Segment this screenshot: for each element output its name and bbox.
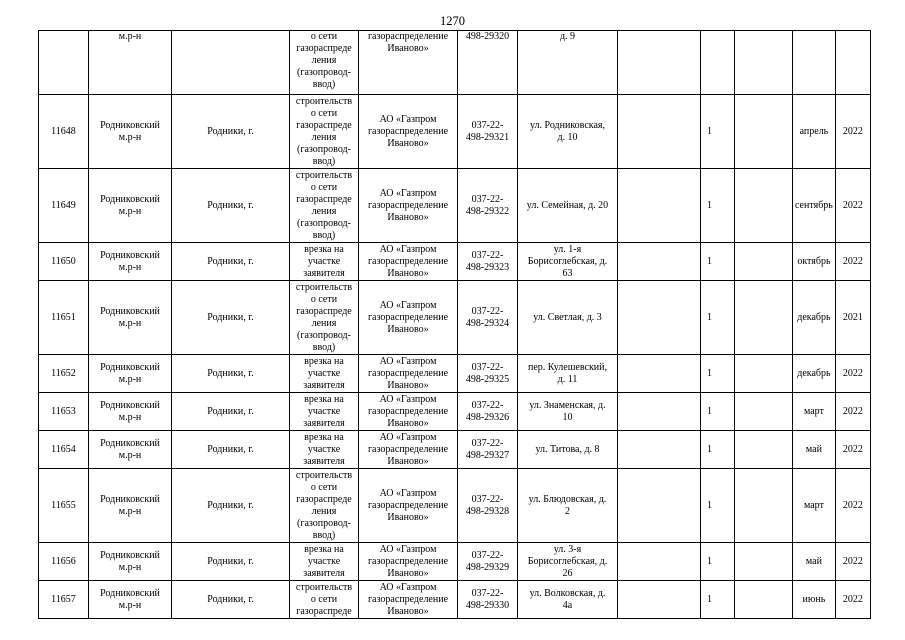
cell-district: Родниковский м.р-н	[89, 243, 172, 281]
cell-city: Родники, г.	[172, 393, 290, 431]
cell-year: 2022	[835, 355, 870, 393]
cell-organization: АО «Газпром газораспределение Иваново»	[359, 469, 458, 543]
cell-organization: АО «Газпром газораспределение Иваново»	[359, 581, 458, 619]
cell-address: ул. Знаменская, д. 10	[518, 393, 618, 431]
cell-empty	[735, 31, 793, 95]
cell-year: 2022	[835, 169, 870, 243]
cell-code: 037-22- 498-29325	[458, 355, 518, 393]
cell-code: 037-22- 498-29328	[458, 469, 518, 543]
cell-organization: АО «Газпром газораспределение Иваново»	[359, 169, 458, 243]
cell-empty	[735, 281, 793, 355]
cell-empty	[618, 431, 701, 469]
table-row	[39, 243, 871, 281]
cell-empty	[618, 169, 701, 243]
table-row	[39, 581, 871, 619]
cell-empty	[618, 543, 701, 581]
cell-code: 037-22- 498-29324	[458, 281, 518, 355]
cell-code: 037-22- 498-29321	[458, 95, 518, 169]
cell-city: Родники, г.	[172, 281, 290, 355]
table-row	[39, 393, 871, 431]
cell-code: 037-22- 498-29329	[458, 543, 518, 581]
cell-city: Родники, г.	[172, 169, 290, 243]
cell-address: пер. Кулешевский, д. 11	[518, 355, 618, 393]
cell-empty	[735, 355, 793, 393]
cell-month: март	[793, 469, 836, 543]
cell-city: Родники, г.	[172, 431, 290, 469]
cell-month: апрель	[793, 95, 836, 169]
cell-work-type: строительств о сети газораспреде	[290, 581, 359, 619]
cell-month: сентябрь	[793, 169, 836, 243]
cell-organization: АО «Газпром газораспределение Иваново»	[359, 393, 458, 431]
cell-work-type: врезка на участке заявителя	[290, 243, 359, 281]
cell-quantity: 1	[701, 543, 735, 581]
cell-organization: АО «Газпром газораспределение Иваново»	[359, 355, 458, 393]
cell-year: 2022	[835, 469, 870, 543]
cell-organization: АО «Газпром газораспределение Иваново»	[359, 281, 458, 355]
cell-empty	[835, 31, 870, 95]
page-number: 1270	[440, 14, 465, 28]
cell-number	[39, 31, 89, 95]
cell-work-type: врезка на участке заявителя	[290, 431, 359, 469]
cell-quantity: 1	[701, 581, 735, 619]
cell-city: Родники, г.	[172, 543, 290, 581]
cell-empty	[618, 581, 701, 619]
cell-year: 2022	[835, 393, 870, 431]
cell-city	[172, 31, 290, 95]
table-row	[39, 95, 871, 169]
cell-number: 11652	[39, 355, 89, 393]
cell-city: Родники, г.	[172, 355, 290, 393]
cell-code: 037-22- 498-29327	[458, 431, 518, 469]
cell-work-type: строительств о сети газораспреде ления (газопровод- ввод)	[290, 281, 359, 355]
cell-year: 2021	[835, 281, 870, 355]
cell-address: ул. 3-я Борисоглебская, д. 26	[518, 543, 618, 581]
cell-work-type: врезка на участке заявителя	[290, 393, 359, 431]
cell-district: Родниковский м.р-н	[89, 581, 172, 619]
cell-organization: АО «Газпром газораспределение Иваново»	[359, 431, 458, 469]
table-row	[39, 169, 871, 243]
cell-empty	[618, 355, 701, 393]
cell-number: 11655	[39, 469, 89, 543]
cell-quantity: 1	[701, 243, 735, 281]
cell-year: 2022	[835, 243, 870, 281]
cell-year: 2022	[835, 581, 870, 619]
table-row	[39, 431, 871, 469]
table-row-partial	[39, 31, 871, 95]
cell-address: д. 9	[518, 31, 618, 95]
cell-empty	[735, 95, 793, 169]
cell-city: Родники, г.	[172, 243, 290, 281]
cell-empty	[735, 431, 793, 469]
cell-empty	[735, 543, 793, 581]
cell-quantity: 1	[701, 281, 735, 355]
cell-work-type: о сети газораспреде ления (газопровод- ввод)	[290, 31, 359, 95]
cell-quantity: 1	[701, 469, 735, 543]
cell-code: 037-22- 498-29330	[458, 581, 518, 619]
cell-district: Родниковский м.р-н	[89, 95, 172, 169]
cell-empty	[618, 393, 701, 431]
cell-district: Родниковский м.р-н	[89, 169, 172, 243]
cell-work-type: врезка на участке заявителя	[290, 543, 359, 581]
table-row	[39, 469, 871, 543]
cell-organization: газораспределение Иваново»	[359, 31, 458, 95]
cell-empty	[701, 31, 735, 95]
cell-number: 11653	[39, 393, 89, 431]
cell-district: м.р-н	[89, 31, 172, 95]
cell-district: Родниковский м.р-н	[89, 355, 172, 393]
cell-organization: АО «Газпром газораспределение Иваново»	[359, 243, 458, 281]
cell-city: Родники, г.	[172, 581, 290, 619]
cell-empty	[618, 95, 701, 169]
cell-address: ул. 1-я Борисоглебская, д. 63	[518, 243, 618, 281]
cell-organization: АО «Газпром газораспределение Иваново»	[359, 95, 458, 169]
cell-empty	[735, 243, 793, 281]
cell-organization: АО «Газпром газораспределение Иваново»	[359, 543, 458, 581]
cell-month: октябрь	[793, 243, 836, 281]
cell-district: Родниковский м.р-н	[89, 431, 172, 469]
cell-empty	[618, 281, 701, 355]
cell-code: 498-29320	[458, 31, 518, 95]
cell-number: 11657	[39, 581, 89, 619]
cell-number: 11649	[39, 169, 89, 243]
cell-address: ул. Родниковская, д. 10	[518, 95, 618, 169]
cell-number: 11650	[39, 243, 89, 281]
cell-number: 11648	[39, 95, 89, 169]
cell-quantity: 1	[701, 431, 735, 469]
cell-address: ул. Блюдовская, д. 2	[518, 469, 618, 543]
cell-district: Родниковский м.р-н	[89, 469, 172, 543]
cell-quantity: 1	[701, 95, 735, 169]
cell-city: Родники, г.	[172, 95, 290, 169]
cell-district: Родниковский м.р-н	[89, 543, 172, 581]
cell-work-type: строительств о сети газораспреде ления (газопровод- ввод)	[290, 95, 359, 169]
cell-month: май	[793, 431, 836, 469]
cell-quantity: 1	[701, 393, 735, 431]
cell-month: май	[793, 543, 836, 581]
cell-address: ул. Волковская, д. 4а	[518, 581, 618, 619]
cell-month: март	[793, 393, 836, 431]
cell-month: декабрь	[793, 281, 836, 355]
cell-address: ул. Семейная, д. 20	[518, 169, 618, 243]
cell-work-type: врезка на участке заявителя	[290, 355, 359, 393]
cell-empty	[793, 31, 836, 95]
cell-district: Родниковский м.р-н	[89, 393, 172, 431]
table-row	[39, 355, 871, 393]
gas-connection-table	[38, 30, 871, 619]
cell-number: 11656	[39, 543, 89, 581]
cell-number: 11651	[39, 281, 89, 355]
cell-empty	[735, 469, 793, 543]
cell-address: ул. Светлая, д. 3	[518, 281, 618, 355]
cell-code: 037-22- 498-29326	[458, 393, 518, 431]
cell-work-type: строительств о сети газораспреде ления (газопровод- ввод)	[290, 469, 359, 543]
cell-number: 11654	[39, 431, 89, 469]
cell-year: 2022	[835, 95, 870, 169]
cell-month: июнь	[793, 581, 836, 619]
cell-empty	[735, 581, 793, 619]
cell-empty	[618, 243, 701, 281]
cell-code: 037-22- 498-29323	[458, 243, 518, 281]
cell-quantity: 1	[701, 355, 735, 393]
cell-code: 037-22- 498-29322	[458, 169, 518, 243]
cell-year: 2022	[835, 431, 870, 469]
table-row	[39, 543, 871, 581]
cell-quantity: 1	[701, 169, 735, 243]
cell-city: Родники, г.	[172, 469, 290, 543]
cell-empty	[618, 469, 701, 543]
cell-empty	[735, 393, 793, 431]
cell-address: ул. Титова, д. 8	[518, 431, 618, 469]
cell-year: 2022	[835, 543, 870, 581]
cell-empty	[735, 169, 793, 243]
cell-empty	[618, 31, 701, 95]
cell-work-type: строительств о сети газораспреде ления (газопровод- ввод)	[290, 169, 359, 243]
cell-district: Родниковский м.р-н	[89, 281, 172, 355]
cell-month: декабрь	[793, 355, 836, 393]
table-row	[39, 281, 871, 355]
